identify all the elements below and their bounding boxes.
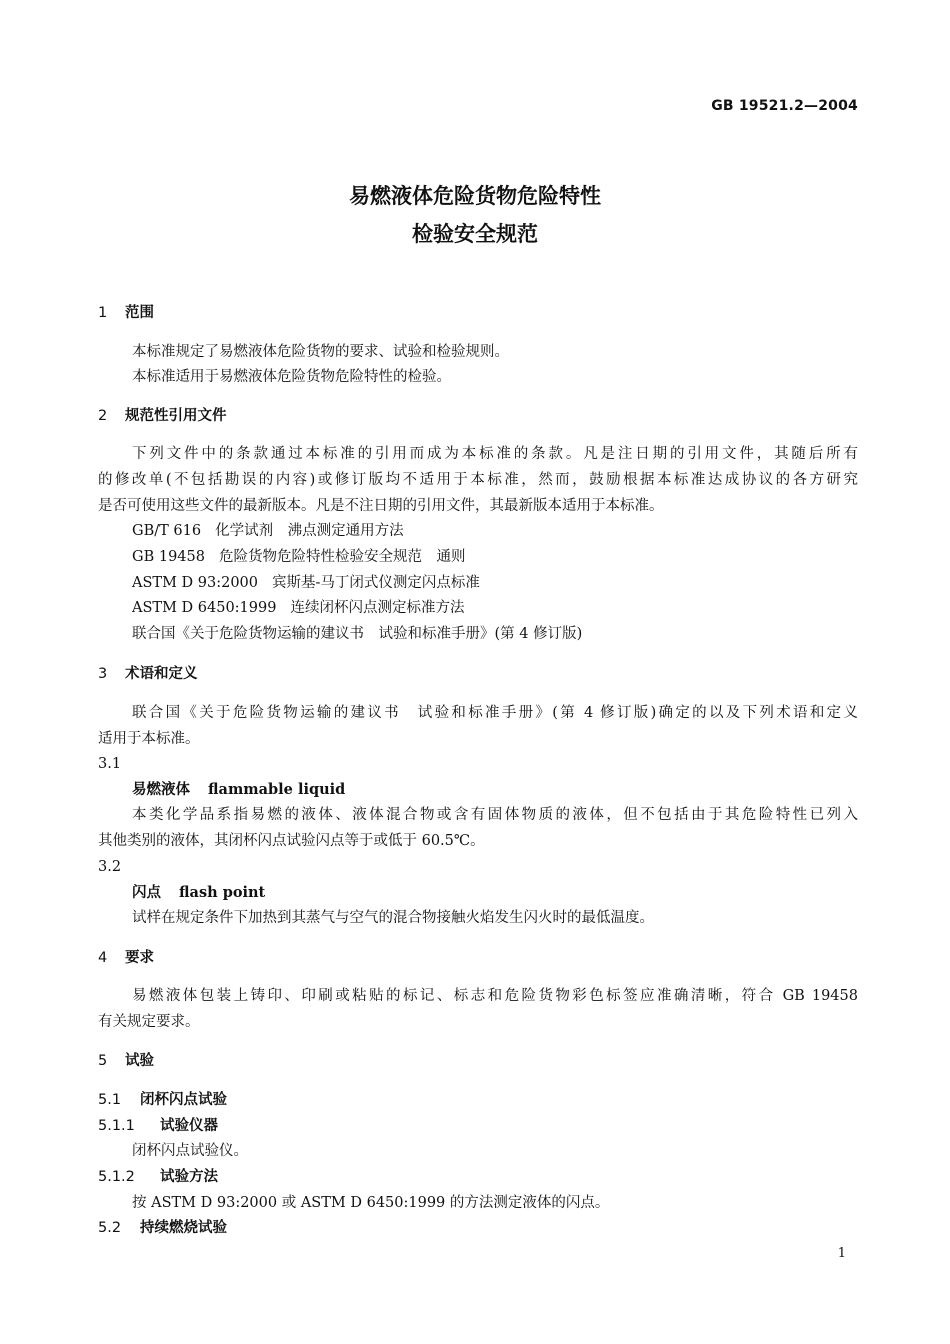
reference-code: ASTM D 93:2000	[132, 575, 259, 591]
document-title-line2: 检验安全规范	[412, 222, 538, 246]
page-number: 1	[837, 1246, 846, 1261]
term-chinese: 易燃液体	[132, 781, 190, 798]
reference-item	[132, 624, 858, 644]
section-title: 试验仪器	[160, 1118, 218, 1134]
section-4-paragraph-line1: 易燃液体包装上铸印、印刷或粘贴的标记、标志和危险货物彩色标签应准确清晰，符合 GB 19458	[132, 988, 858, 1004]
standard-code: GB 19521.2—2004	[711, 98, 858, 114]
section-1-paragraph-1: 本标准规定了易燃液体危险货物的要求、试验和检验规则。	[132, 344, 509, 360]
reference-title: 危险货物危险特性检验安全规范 通则	[218, 549, 466, 565]
section-4-paragraph-line2: 有关规定要求。	[98, 1014, 200, 1030]
subsection-5-1-1-heading	[98, 1116, 858, 1136]
reference-code: ASTM D 6450:1999	[132, 600, 277, 616]
term-definition-line2: 其他类别的液体，其闭杯闪点试验闪点等于或低于 60.5℃。	[98, 833, 485, 849]
subsection-5-1-heading	[98, 1090, 858, 1110]
section-number: 5.1.2	[98, 1169, 135, 1185]
section-number: 4	[98, 950, 108, 966]
section-title: 要求	[125, 950, 154, 966]
reference-item	[132, 598, 858, 618]
section-title: 规范性引用文件	[125, 408, 227, 424]
subsection-5-1-2-heading	[98, 1167, 858, 1187]
reference-title: 宾斯基-马丁闭式仪测定闪点标准	[272, 575, 480, 591]
document-title-line1: 易燃液体危险货物危险特性	[349, 184, 601, 208]
section-5-heading	[98, 1051, 858, 1071]
section-title: 持续燃烧试验	[140, 1220, 227, 1236]
reference-code: 联合国《关于危险货物运输的建议书 试验和标准手册》(第 4 修订版)	[132, 626, 583, 642]
section-3-paragraph-line1: 联合国《关于危险货物运输的建议书 试验和标准手册》(第 4 修订版)确定的以及下列术语和定义	[132, 705, 858, 721]
term-english: flammable liquid	[208, 781, 346, 798]
subsection-5-1-1-text: 闭杯闪点试验仪。	[132, 1143, 248, 1159]
term-number: 3.2	[98, 859, 122, 875]
section-2-paragraph-line3: 是否可使用这些文件的最新版本。凡是不注日期的引用文件，其最新版本适用于本标准。	[98, 498, 664, 514]
section-number: 5.1	[98, 1092, 122, 1108]
section-4-heading	[98, 948, 858, 968]
section-title: 术语和定义	[125, 666, 198, 682]
section-title: 试验	[125, 1053, 154, 1069]
section-3-heading	[98, 664, 858, 684]
term-number: 3.1	[98, 756, 122, 772]
reference-title: 化学试剂 沸点测定通用方法	[215, 523, 404, 539]
term-definition-line1: 试样在规定条件下加热到其蒸气与空气的混合物接触火焰发生闪火时的最低温度。	[132, 910, 654, 926]
reference-code: GB 19458	[132, 549, 205, 565]
term-heading	[132, 780, 858, 800]
section-2-heading	[98, 406, 858, 426]
section-title: 闭杯闪点试验	[140, 1092, 227, 1108]
reference-code: GB/T 616	[132, 523, 202, 539]
section-number: 5	[98, 1053, 108, 1069]
section-number: 5.2	[98, 1220, 122, 1236]
section-number: 3	[98, 666, 108, 682]
section-2-paragraph-line1: 下列文件中的条款通过本标准的引用而成为本标准的条款。凡是注日期的引用文件，其随后所有	[132, 446, 858, 462]
subsection-5-2-heading	[98, 1218, 858, 1238]
reference-item	[132, 547, 858, 567]
term-english: flash point	[179, 884, 266, 901]
section-1-paragraph-2: 本标准适用于易燃液体危险货物危险特性的检验。	[132, 369, 451, 385]
section-number: 1	[98, 305, 108, 321]
section-3-paragraph-line2: 适用于本标准。	[98, 731, 200, 747]
subsection-5-1-2-text: 按 ASTM D 93:2000 或 ASTM D 6450:1999 的方法测定液体的闪点。	[132, 1195, 610, 1211]
reference-title: 连续闭杯闪点测定标准方法	[290, 600, 465, 616]
term-chinese: 闪点	[132, 884, 161, 901]
section-title: 试验方法	[160, 1169, 218, 1185]
section-2-paragraph-line2: 的修改单(不包括勘误的内容)或修订版均不适用于本标准，然而，鼓励根据本标准达成协议的各方研究	[98, 472, 858, 488]
reference-item	[132, 573, 858, 593]
term-definition-line1: 本类化学品系指易燃的液体、液体混合物或含有固体物质的液体，但不包括由于其危险特性已列入	[132, 807, 858, 823]
term-heading	[132, 883, 858, 903]
reference-item	[132, 521, 858, 541]
section-1-heading	[98, 303, 858, 323]
section-title: 范围	[125, 305, 154, 321]
section-number: 5.1.1	[98, 1118, 135, 1134]
section-number: 2	[98, 408, 108, 424]
